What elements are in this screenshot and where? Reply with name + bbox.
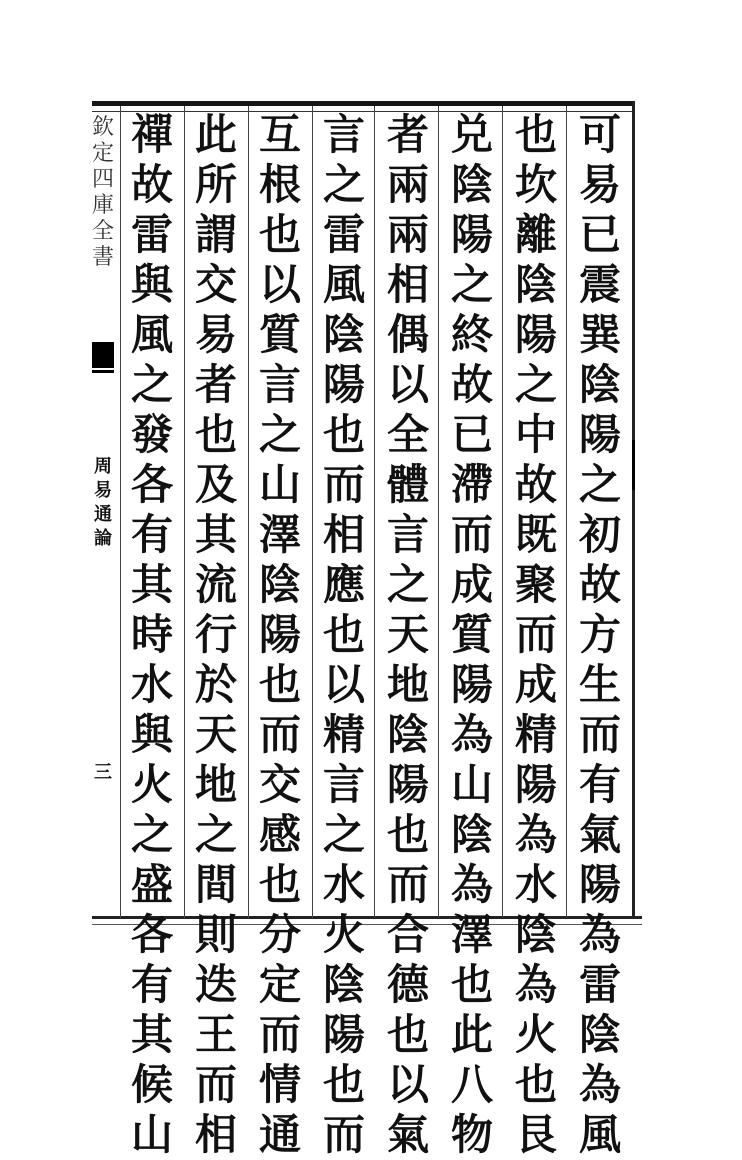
text-char: 通: [258, 1110, 301, 1159]
text-char: 兑: [450, 110, 493, 159]
text-char: 各: [130, 460, 173, 509]
text-char: 成: [514, 660, 557, 709]
text-char: 震: [578, 260, 621, 309]
text-char: 以: [386, 1060, 429, 1109]
text-char: 陰: [514, 260, 557, 309]
text-char: 陽: [386, 760, 429, 809]
text-char: 與: [130, 710, 173, 759]
column-separator: [184, 106, 185, 918]
text-char: 地: [386, 660, 429, 709]
text-char: 分: [258, 910, 301, 959]
text-char: 風: [578, 1110, 621, 1159]
text-char: 而: [258, 1010, 301, 1059]
text-char: 有: [130, 510, 173, 559]
text-char: 者: [386, 110, 429, 159]
text-char: 也: [322, 410, 365, 459]
text-column: [316, 110, 372, 1159]
text-char: 水: [514, 860, 557, 909]
text-char: 山: [450, 760, 493, 809]
text-char: 也: [258, 860, 301, 909]
text-char: 為: [578, 1060, 621, 1109]
text-char: 迭: [194, 960, 237, 1009]
margin-title-char: 書: [91, 245, 114, 270]
text-char: 火: [514, 1010, 557, 1059]
text-char: 天: [194, 710, 237, 759]
text-char: 之: [450, 260, 493, 309]
text-char: 而: [194, 1060, 237, 1109]
text-char: 陰: [450, 160, 493, 209]
text-char: 言: [386, 510, 429, 559]
text-char: 兩: [386, 160, 429, 209]
margin-title-char: 定: [91, 141, 114, 166]
text-char: 合: [386, 910, 429, 959]
text-char: 火: [322, 910, 365, 959]
text-char: 陰: [578, 360, 621, 409]
text-char: 而: [514, 610, 557, 659]
text-char: 也: [386, 1010, 429, 1059]
text-char: 陽: [578, 860, 621, 909]
text-column: [252, 110, 308, 1159]
text-char: 情: [258, 1060, 301, 1109]
text-char: 體: [386, 460, 429, 509]
text-char: 之: [130, 360, 173, 409]
margin-series-title: [90, 115, 116, 271]
text-char: 方: [578, 610, 621, 659]
text-char: 相: [194, 1110, 237, 1159]
text-char: 成: [450, 560, 493, 609]
text-char: 坎: [514, 160, 557, 209]
text-char: 澤: [450, 910, 493, 959]
edge-mark: [632, 440, 635, 490]
text-char: 候: [130, 1060, 173, 1109]
text-char: 陰: [514, 910, 557, 959]
text-char: 為: [514, 810, 557, 859]
text-char: 氣: [578, 810, 621, 859]
text-char: 陰: [450, 810, 493, 859]
text-char: 山: [130, 1110, 173, 1159]
right-frame-rule: [632, 101, 635, 919]
text-char: 互: [258, 110, 301, 159]
text-char: 陰: [322, 310, 365, 359]
text-char: 陽: [450, 660, 493, 709]
text-char: 王: [194, 1010, 237, 1059]
text-char: 也: [386, 810, 429, 859]
text-char: 也: [514, 1060, 557, 1109]
text-char: 質: [450, 610, 493, 659]
column-separator: [248, 106, 249, 918]
text-char: 精: [514, 710, 557, 759]
text-char: 離: [514, 210, 557, 259]
text-char: 既: [514, 510, 557, 559]
text-char: 言: [258, 360, 301, 409]
margin-title-char: 庫: [91, 193, 114, 218]
text-char: 此: [194, 110, 237, 159]
margin-book-char: 周: [94, 456, 112, 477]
text-char: 其: [194, 510, 237, 559]
text-char: 有: [578, 760, 621, 809]
text-char: 而: [578, 710, 621, 759]
text-char: 雷: [130, 210, 173, 259]
text-char: 也: [450, 960, 493, 1009]
text-char: 易: [578, 160, 621, 209]
text-char: 言: [322, 760, 365, 809]
text-char: 應: [322, 560, 365, 609]
text-char: 也: [194, 410, 237, 459]
margin-title-char: 四: [91, 167, 114, 192]
text-char: 水: [130, 660, 173, 709]
text-column: [572, 110, 628, 1159]
text-char: 其: [130, 560, 173, 609]
text-char: 定: [258, 960, 301, 1009]
text-char: 也: [322, 610, 365, 659]
text-char: 之: [258, 410, 301, 459]
text-char: 雷: [322, 210, 365, 259]
text-char: 陽: [322, 1010, 365, 1059]
text-char: 已: [578, 210, 621, 259]
text-char: 故: [578, 560, 621, 609]
column-separator: [312, 106, 313, 918]
column-separator: [374, 106, 375, 918]
text-column: [188, 110, 244, 1159]
text-char: 之: [130, 810, 173, 859]
text-char: 巽: [578, 310, 621, 359]
text-char: 陽: [514, 310, 557, 359]
text-char: 陰: [322, 960, 365, 1009]
text-char: 以: [386, 360, 429, 409]
text-char: 天: [386, 610, 429, 659]
text-char: 德: [386, 960, 429, 1009]
text-char: 盛: [130, 860, 173, 909]
text-char: 可: [578, 110, 621, 159]
text-char: 交: [194, 260, 237, 309]
text-char: 言: [322, 110, 365, 159]
fish-tail-line: [92, 370, 114, 373]
text-char: 水: [322, 860, 365, 909]
text-char: 之: [322, 160, 365, 209]
text-char: 行: [194, 610, 237, 659]
text-char: 質: [258, 310, 301, 359]
text-column: [380, 110, 436, 1159]
text-char: 各: [130, 910, 173, 959]
text-char: 八: [450, 1060, 493, 1109]
text-char: 而: [322, 460, 365, 509]
text-char: 陽: [258, 610, 301, 659]
text-char: 陰: [258, 560, 301, 609]
text-char: 中: [514, 410, 557, 459]
text-char: 全: [386, 410, 429, 459]
text-char: 則: [194, 910, 237, 959]
text-char: 謂: [194, 210, 237, 259]
text-char: 相: [386, 260, 429, 309]
text-char: 精: [322, 710, 365, 759]
text-char: 陽: [450, 210, 493, 259]
text-char: 而: [322, 1110, 365, 1159]
text-char: 也: [322, 1060, 365, 1109]
text-char: 陽: [322, 360, 365, 409]
text-column: [124, 110, 180, 1159]
column-separator: [502, 106, 503, 918]
text-char: 陽: [514, 760, 557, 809]
margin-book-char: 通: [94, 504, 112, 525]
text-char: 而: [258, 710, 301, 759]
column-separator: [438, 106, 439, 918]
text-char: 故: [450, 360, 493, 409]
text-char: 已: [450, 410, 493, 459]
top-frame-rule: [92, 101, 632, 106]
column-separator: [120, 106, 121, 918]
text-char: 故: [514, 460, 557, 509]
text-char: 有: [130, 960, 173, 1009]
text-char: 以: [258, 260, 301, 309]
text-char: 之: [386, 560, 429, 609]
text-char: 以: [322, 660, 365, 709]
text-column: [444, 110, 500, 1159]
text-char: 感: [258, 810, 301, 859]
text-char: 之: [578, 460, 621, 509]
margin-book-char: 易: [94, 480, 112, 501]
text-char: 物: [450, 1110, 493, 1159]
text-char: 與: [130, 260, 173, 309]
text-char: 陽: [578, 410, 621, 459]
text-char: 地: [194, 760, 237, 809]
text-char: 之: [194, 810, 237, 859]
margin-book-title: [91, 455, 115, 551]
margin-title-char: 全: [91, 219, 114, 244]
text-char: 發: [130, 410, 173, 459]
text-char: 艮: [514, 1110, 557, 1159]
text-char: 風: [130, 310, 173, 359]
text-char: 易: [194, 310, 237, 359]
text-char: 陰: [578, 1010, 621, 1059]
text-column: [508, 110, 564, 1159]
text-char: 偶: [386, 310, 429, 359]
text-char: 而: [386, 860, 429, 909]
text-char: 者: [194, 360, 237, 409]
text-char: 交: [258, 760, 301, 809]
text-char: 滯: [450, 460, 493, 509]
text-char: 陰: [386, 710, 429, 759]
text-char: 風: [322, 260, 365, 309]
text-char: 兩: [386, 210, 429, 259]
text-char: 也: [258, 210, 301, 259]
text-char: 初: [578, 510, 621, 559]
text-char: 為: [514, 960, 557, 1009]
text-char: 氣: [386, 1110, 429, 1159]
margin-title-char: 欽: [91, 115, 114, 140]
text-char: 間: [194, 860, 237, 909]
text-char: 及: [194, 460, 237, 509]
text-char: 為: [450, 860, 493, 909]
text-char: 故: [130, 160, 173, 209]
text-char: 生: [578, 660, 621, 709]
text-char: 之: [322, 810, 365, 859]
text-char: 為: [450, 710, 493, 759]
text-char: 山: [258, 460, 301, 509]
text-char: 為: [578, 910, 621, 959]
text-char: 聚: [514, 560, 557, 609]
text-char: 此: [450, 1010, 493, 1059]
margin-book-char: 論: [94, 528, 112, 549]
text-char: 其: [130, 1010, 173, 1059]
text-char: 之: [514, 360, 557, 409]
text-char: 相: [322, 510, 365, 559]
fish-tail-mark: [92, 342, 114, 368]
column-separator: [566, 106, 567, 918]
text-char: 所: [194, 160, 237, 209]
text-char: 禪: [130, 110, 173, 159]
text-char: 火: [130, 760, 173, 809]
text-char: 時: [130, 610, 173, 659]
text-char: 而: [450, 510, 493, 559]
text-char: 也: [258, 660, 301, 709]
text-char: 根: [258, 160, 301, 209]
text-char: 澤: [258, 510, 301, 559]
text-char: 流: [194, 560, 237, 609]
text-char: 終: [450, 310, 493, 359]
margin-page-number: 三: [94, 762, 112, 783]
text-char: 於: [194, 660, 237, 709]
text-char: 雷: [578, 960, 621, 1009]
text-char: 也: [514, 110, 557, 159]
